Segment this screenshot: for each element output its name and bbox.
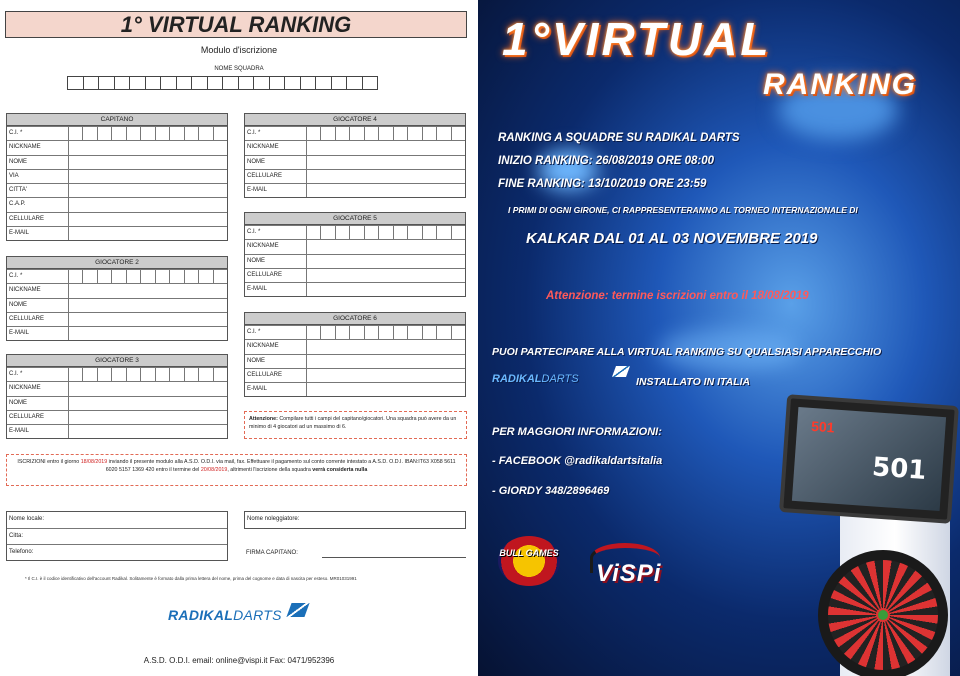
- squad-name-box[interactable]: [145, 76, 162, 90]
- field-input[interactable]: [307, 184, 465, 197]
- field-cell[interactable]: [350, 326, 364, 339]
- table-row: [7, 396, 227, 410]
- dart-machine-image: [778, 400, 958, 676]
- player4-table: [244, 113, 466, 198]
- poster-logo-part-1: RADIKAL: [492, 373, 542, 385]
- field-input[interactable]: [307, 240, 465, 253]
- field-cell[interactable]: [141, 127, 155, 140]
- field-input[interactable]: [69, 368, 227, 381]
- field-cell[interactable]: [170, 368, 184, 381]
- player3-table: [6, 354, 228, 439]
- field-input[interactable]: [69, 382, 227, 395]
- bull-games-logo-text: BULL GAMES: [499, 548, 559, 558]
- poster-attention: Attenzione: termine iscrizioni entro il 18/08/2019: [546, 290, 809, 302]
- field-input[interactable]: [307, 355, 465, 368]
- poster-line-5: KALKAR DAL 01 AL 03 NOVEMBRE 2019: [526, 230, 818, 247]
- form-subtitle: Modulo d'iscrizione: [200, 45, 278, 55]
- field-input[interactable]: [69, 313, 227, 326]
- field-cell[interactable]: [83, 368, 97, 381]
- table-header: GIOCATORE 6: [245, 313, 465, 325]
- field-cell[interactable]: [199, 127, 213, 140]
- field-label: CELLULARE: [245, 170, 307, 183]
- field-cell[interactable]: [307, 269, 465, 282]
- field-input[interactable]: [307, 141, 465, 154]
- table-row: [245, 254, 465, 268]
- field-label: C.I. *: [245, 326, 307, 339]
- field-cell[interactable]: [307, 283, 465, 296]
- table-row: [7, 283, 227, 297]
- screen-small-score: 501: [810, 417, 836, 436]
- registration-text-bold: verrà considerta nulla: [312, 467, 368, 473]
- field-cell[interactable]: [127, 270, 141, 283]
- table-row: [7, 140, 227, 154]
- venue-city-field[interactable]: Citta:: [7, 528, 227, 544]
- field-cell[interactable]: [307, 369, 465, 382]
- field-cell[interactable]: [69, 397, 227, 410]
- field-cell[interactable]: [379, 127, 393, 140]
- field-label: NICKNAME: [7, 141, 69, 154]
- field-cell[interactable]: [394, 226, 408, 239]
- field-cell[interactable]: [127, 368, 141, 381]
- field-cell[interactable]: [336, 226, 350, 239]
- field-cell[interactable]: [112, 368, 126, 381]
- squad-name-box[interactable]: [346, 76, 363, 90]
- squad-name-box[interactable]: [98, 76, 115, 90]
- attention-notice-bold: Attenzione:: [249, 416, 278, 422]
- field-cell[interactable]: [321, 326, 335, 339]
- field-cell[interactable]: [350, 226, 364, 239]
- bull-games-logo: [498, 536, 560, 586]
- table-row: [245, 140, 465, 154]
- field-input[interactable]: [69, 327, 227, 340]
- squad-name-box[interactable]: [300, 76, 317, 90]
- squad-name-box[interactable]: [129, 76, 146, 90]
- field-label: E-MAIL: [7, 227, 69, 240]
- poster-title-line1: 1°VIRTUAL: [502, 13, 772, 65]
- field-label: E-MAIL: [245, 184, 307, 197]
- field-label: NOME: [245, 355, 307, 368]
- field-cell[interactable]: [98, 127, 112, 140]
- field-cell[interactable]: [156, 368, 170, 381]
- poster-title-line2: RANKING: [763, 68, 917, 101]
- field-input[interactable]: [307, 170, 465, 183]
- field-cell[interactable]: [214, 270, 227, 283]
- table-row: [7, 298, 227, 312]
- field-cell[interactable]: [408, 226, 422, 239]
- field-cell[interactable]: [437, 127, 451, 140]
- squad-name-box[interactable]: [284, 76, 301, 90]
- squad-name-box[interactable]: [331, 76, 348, 90]
- table-row: [245, 183, 465, 197]
- logo-part-1: RADIKAL: [168, 607, 234, 623]
- field-cell[interactable]: [69, 299, 227, 312]
- squad-name-boxes[interactable]: [67, 76, 377, 90]
- machine-screen-display: [792, 407, 946, 511]
- table-row: [7, 312, 227, 326]
- field-cell[interactable]: [307, 240, 465, 253]
- squad-name-box[interactable]: [114, 76, 131, 90]
- table-row: [7, 226, 227, 240]
- field-cell[interactable]: [408, 127, 422, 140]
- table-row: [245, 268, 465, 282]
- screen-big-score: 501: [871, 452, 928, 486]
- table-row: [245, 169, 465, 183]
- poster: [478, 0, 960, 676]
- field-cell[interactable]: [83, 127, 97, 140]
- field-label: NICKNAME: [245, 240, 307, 253]
- field-cell[interactable]: [394, 326, 408, 339]
- field-label: NOME: [245, 255, 307, 268]
- field-cell[interactable]: [307, 326, 321, 339]
- field-label: CELLULARE: [245, 269, 307, 282]
- field-cell[interactable]: [127, 127, 141, 140]
- field-cell[interactable]: [336, 326, 350, 339]
- table-row: [245, 325, 465, 339]
- field-cell[interactable]: [394, 127, 408, 140]
- field-input[interactable]: [69, 284, 227, 297]
- field-label: E-MAIL: [7, 425, 69, 438]
- table-header: GIOCATORE 4: [245, 114, 465, 126]
- field-label: C.I. *: [7, 127, 69, 140]
- squad-name-box[interactable]: [207, 76, 224, 90]
- table-row: [245, 368, 465, 382]
- table-row: [7, 326, 227, 340]
- field-cell[interactable]: [452, 127, 465, 140]
- field-cell[interactable]: [185, 127, 199, 140]
- field-cell[interactable]: [69, 368, 83, 381]
- field-label: NOME: [7, 156, 69, 169]
- table-row: [245, 126, 465, 140]
- field-cell[interactable]: [156, 270, 170, 283]
- field-cell[interactable]: [321, 127, 335, 140]
- table-row: [7, 269, 227, 283]
- registration-date-2: 20/08/2019: [200, 467, 228, 473]
- field-cell[interactable]: [83, 270, 97, 283]
- field-input[interactable]: [69, 184, 227, 197]
- field-input[interactable]: [307, 326, 465, 339]
- field-cell[interactable]: [214, 368, 227, 381]
- dartboard: [818, 550, 948, 676]
- squad-name-box[interactable]: [160, 76, 177, 90]
- registration-text-2: inviando il presente modulo alla A.S.D. O.D.I. via mail, fax. Effettuare il pagamento sul conto corrente intestato a A.S.D. O.D.I. IBAN:IT63 X058 5611 6020 5157 1369 420 entro il termine del: [105, 459, 456, 473]
- field-label: E-MAIL: [7, 327, 69, 340]
- dartboard-bull: [876, 608, 890, 622]
- field-input[interactable]: [69, 425, 227, 438]
- squad-name-box[interactable]: [191, 76, 208, 90]
- field-cell[interactable]: [379, 226, 393, 239]
- registration-date-1: 18/08/2019: [80, 459, 108, 465]
- field-cell[interactable]: [69, 156, 227, 169]
- registration-text-1: ISCRIZIONI entro il giorno: [17, 459, 81, 465]
- field-input[interactable]: [69, 198, 227, 211]
- field-label: VIA: [7, 170, 69, 183]
- attention-notice-text: Compilare tutti i campi del capitano/giocatori. Una squadra può avere da un minimo di 4 giocatori ad un massimo di 6.: [249, 416, 457, 430]
- field-cell[interactable]: [379, 326, 393, 339]
- field-cell[interactable]: [452, 326, 465, 339]
- field-cell[interactable]: [307, 355, 465, 368]
- field-cell[interactable]: [307, 184, 465, 197]
- field-cell[interactable]: [69, 127, 83, 140]
- player6-table: [244, 312, 466, 397]
- field-cell[interactable]: [69, 284, 227, 297]
- field-input[interactable]: [307, 255, 465, 268]
- field-cell[interactable]: [365, 326, 379, 339]
- squad-name-box[interactable]: [315, 76, 332, 90]
- field-input[interactable]: [307, 269, 465, 282]
- field-cell[interactable]: [170, 270, 184, 283]
- field-input[interactable]: [69, 213, 227, 226]
- field-cell[interactable]: [321, 226, 335, 239]
- table-header: GIOCATORE 2: [7, 257, 227, 269]
- field-label: C.I. *: [245, 127, 307, 140]
- poster-giordy: - GIORDY 348/2896469: [492, 485, 610, 497]
- poster-facebook: - FACEBOOK @radikaldartsitalia: [492, 455, 663, 467]
- field-input[interactable]: [69, 411, 227, 424]
- field-input[interactable]: [69, 127, 227, 140]
- table-row: [245, 155, 465, 169]
- table-row: [7, 424, 227, 438]
- field-label: NOME: [7, 397, 69, 410]
- field-cell[interactable]: [307, 170, 465, 183]
- field-cell[interactable]: [408, 326, 422, 339]
- table-row: [7, 212, 227, 226]
- field-cell[interactable]: [307, 383, 465, 396]
- field-cell[interactable]: [98, 368, 112, 381]
- field-cell[interactable]: [199, 368, 213, 381]
- table-row: [245, 339, 465, 353]
- squad-name-box[interactable]: [67, 76, 84, 90]
- field-cell[interactable]: [69, 184, 227, 197]
- field-cell[interactable]: [69, 170, 227, 183]
- poster-radikal-logo: [492, 373, 579, 385]
- signature-line[interactable]: [322, 557, 466, 558]
- field-input[interactable]: [307, 283, 465, 296]
- squad-name-box[interactable]: [269, 76, 286, 90]
- logo-part-2: DARTS: [233, 607, 282, 623]
- field-cell[interactable]: [69, 213, 227, 226]
- table-row: [7, 367, 227, 381]
- owner-box: [244, 511, 466, 529]
- field-input[interactable]: [307, 383, 465, 396]
- field-cell[interactable]: [141, 368, 155, 381]
- field-label: CELLULARE: [7, 213, 69, 226]
- field-input[interactable]: [307, 127, 465, 140]
- field-cell[interactable]: [365, 127, 379, 140]
- field-input[interactable]: [69, 156, 227, 169]
- table-row: [245, 239, 465, 253]
- field-cell[interactable]: [365, 226, 379, 239]
- poster-info-title: PER MAGGIORI INFORMAZIONI:: [492, 426, 662, 438]
- squad-name-box[interactable]: [253, 76, 270, 90]
- table-header: GIOCATORE 5: [245, 213, 465, 225]
- field-cell[interactable]: [141, 270, 155, 283]
- table-row: [7, 183, 227, 197]
- captain-table: [6, 113, 228, 241]
- table-row: [7, 381, 227, 395]
- squad-name-label: NOME SQUADRA: [214, 66, 264, 72]
- field-cell[interactable]: [69, 313, 227, 326]
- field-cell[interactable]: [307, 127, 321, 140]
- owner-name-field[interactable]: Nome noleggiatore:: [247, 516, 300, 522]
- attention-notice: [244, 411, 467, 439]
- venue-phone-field[interactable]: Telefono:: [7, 544, 227, 560]
- field-cell[interactable]: [452, 226, 465, 239]
- registration-text-3: , altrimenti l'iscrizione della squadra: [227, 467, 313, 473]
- field-label: CITTA': [7, 184, 69, 197]
- field-cell[interactable]: [423, 326, 437, 339]
- field-label: CELLULARE: [245, 369, 307, 382]
- poster-participate: PUOI PARTECIPARE ALLA VIRTUAL RANKING SU QUALSIASI APPARECCHIO: [492, 346, 882, 358]
- player2-table: [6, 256, 228, 341]
- field-cell[interactable]: [199, 270, 213, 283]
- field-cell[interactable]: [350, 127, 364, 140]
- field-cell[interactable]: [423, 226, 437, 239]
- player5-table: [244, 212, 466, 297]
- field-label: NICKNAME: [245, 141, 307, 154]
- field-label: E-MAIL: [245, 383, 307, 396]
- footnote: * Il C.I. è il codice identificativo dell'account Radikal. Solitamente è formato dalla prima lettera del nome, prima del cognome e data di nascita per esteso. MR01031991: [25, 576, 357, 581]
- vispi-logo: ViSPi: [596, 560, 662, 587]
- table-header: CAPITANO: [7, 114, 227, 126]
- contact-line: A.S.D. O.D.I. email: online@vispi.it Fax: 0471/952396: [143, 656, 335, 665]
- squad-name-box[interactable]: [83, 76, 100, 90]
- table-row: [245, 282, 465, 296]
- field-input[interactable]: [69, 270, 227, 283]
- poster-line-4: I PRIMI DI OGNI GIRONE, CI RAPPRESENTERANNO AL TORNEO INTERNAZIONALE DI: [508, 205, 858, 215]
- field-input[interactable]: [69, 170, 227, 183]
- field-label: NICKNAME: [7, 284, 69, 297]
- poster-logo-part-2: DARTS: [541, 373, 579, 385]
- radikal-flag-icon: [286, 603, 309, 617]
- field-input[interactable]: [307, 156, 465, 169]
- field-cell[interactable]: [112, 127, 126, 140]
- registration-form: [0, 0, 478, 676]
- field-cell[interactable]: [185, 270, 199, 283]
- registration-notice: [6, 454, 467, 486]
- field-cell[interactable]: [69, 425, 227, 438]
- field-input[interactable]: [307, 340, 465, 353]
- field-input[interactable]: [69, 299, 227, 312]
- venue-name-field[interactable]: Nome locale:: [9, 516, 45, 522]
- field-cell[interactable]: [69, 198, 227, 211]
- table-header: GIOCATORE 3: [7, 355, 227, 367]
- table-row: [7, 155, 227, 169]
- field-label: NOME: [7, 299, 69, 312]
- field-cell[interactable]: [170, 127, 184, 140]
- field-cell[interactable]: [307, 156, 465, 169]
- field-label: C.A.P.: [7, 198, 69, 211]
- field-cell[interactable]: [69, 327, 227, 340]
- field-cell[interactable]: [336, 127, 350, 140]
- field-cell[interactable]: [307, 226, 321, 239]
- machine-screen: [779, 394, 959, 524]
- field-label: E-MAIL: [245, 283, 307, 296]
- field-input[interactable]: [307, 226, 465, 239]
- field-label: C.I. *: [7, 270, 69, 283]
- squad-name-box[interactable]: [222, 76, 239, 90]
- field-label: NOME: [245, 156, 307, 169]
- venue-table: [6, 511, 228, 561]
- field-cell[interactable]: [69, 270, 83, 283]
- table-row: [7, 126, 227, 140]
- poster-line-2: INIZIO RANKING: 26/08/2019 ORE 08:00: [498, 155, 715, 167]
- field-input[interactable]: [69, 141, 227, 154]
- field-label: CELLULARE: [7, 411, 69, 424]
- field-cell[interactable]: [156, 127, 170, 140]
- poster-line-3: FINE RANKING: 13/10/2019 ORE 23:59: [498, 178, 707, 190]
- field-input[interactable]: [307, 369, 465, 382]
- field-cell[interactable]: [69, 141, 227, 154]
- squad-name-box[interactable]: [362, 76, 379, 90]
- table-row: [7, 169, 227, 183]
- field-cell[interactable]: [69, 411, 227, 424]
- field-label: NICKNAME: [245, 340, 307, 353]
- radikal-darts-logo: [168, 607, 282, 623]
- signature-label: FIRMA CAPITANO:: [246, 550, 298, 556]
- table-row: [245, 382, 465, 396]
- table-row: [7, 197, 227, 211]
- field-cell[interactable]: [307, 141, 465, 154]
- table-row: [245, 225, 465, 239]
- field-cell[interactable]: [214, 127, 227, 140]
- field-cell[interactable]: [423, 127, 437, 140]
- field-label: NICKNAME: [7, 382, 69, 395]
- field-cell[interactable]: [112, 270, 126, 283]
- field-cell[interactable]: [437, 326, 451, 339]
- field-input[interactable]: [69, 397, 227, 410]
- poster-line-1: RANKING A SQUADRE SU RADIKAL DARTS: [498, 132, 740, 144]
- table-row: [7, 410, 227, 424]
- poster-installed: INSTALLATO IN ITALIA: [636, 376, 751, 388]
- field-cell[interactable]: [69, 227, 227, 240]
- table-row: [245, 354, 465, 368]
- squad-name-box[interactable]: [176, 76, 193, 90]
- field-input[interactable]: [69, 227, 227, 240]
- field-cell[interactable]: [185, 368, 199, 381]
- field-cell[interactable]: [307, 255, 465, 268]
- field-cell[interactable]: [307, 340, 465, 353]
- field-cell[interactable]: [437, 226, 451, 239]
- field-label: C.I. *: [7, 368, 69, 381]
- field-cell[interactable]: [98, 270, 112, 283]
- field-label: CELLULARE: [7, 313, 69, 326]
- poster-flag-icon: [612, 366, 630, 377]
- form-title: 1° VIRTUAL RANKING: [5, 11, 467, 38]
- squad-name-box[interactable]: [238, 76, 255, 90]
- field-cell[interactable]: [69, 382, 227, 395]
- field-label: C.I. *: [245, 226, 307, 239]
